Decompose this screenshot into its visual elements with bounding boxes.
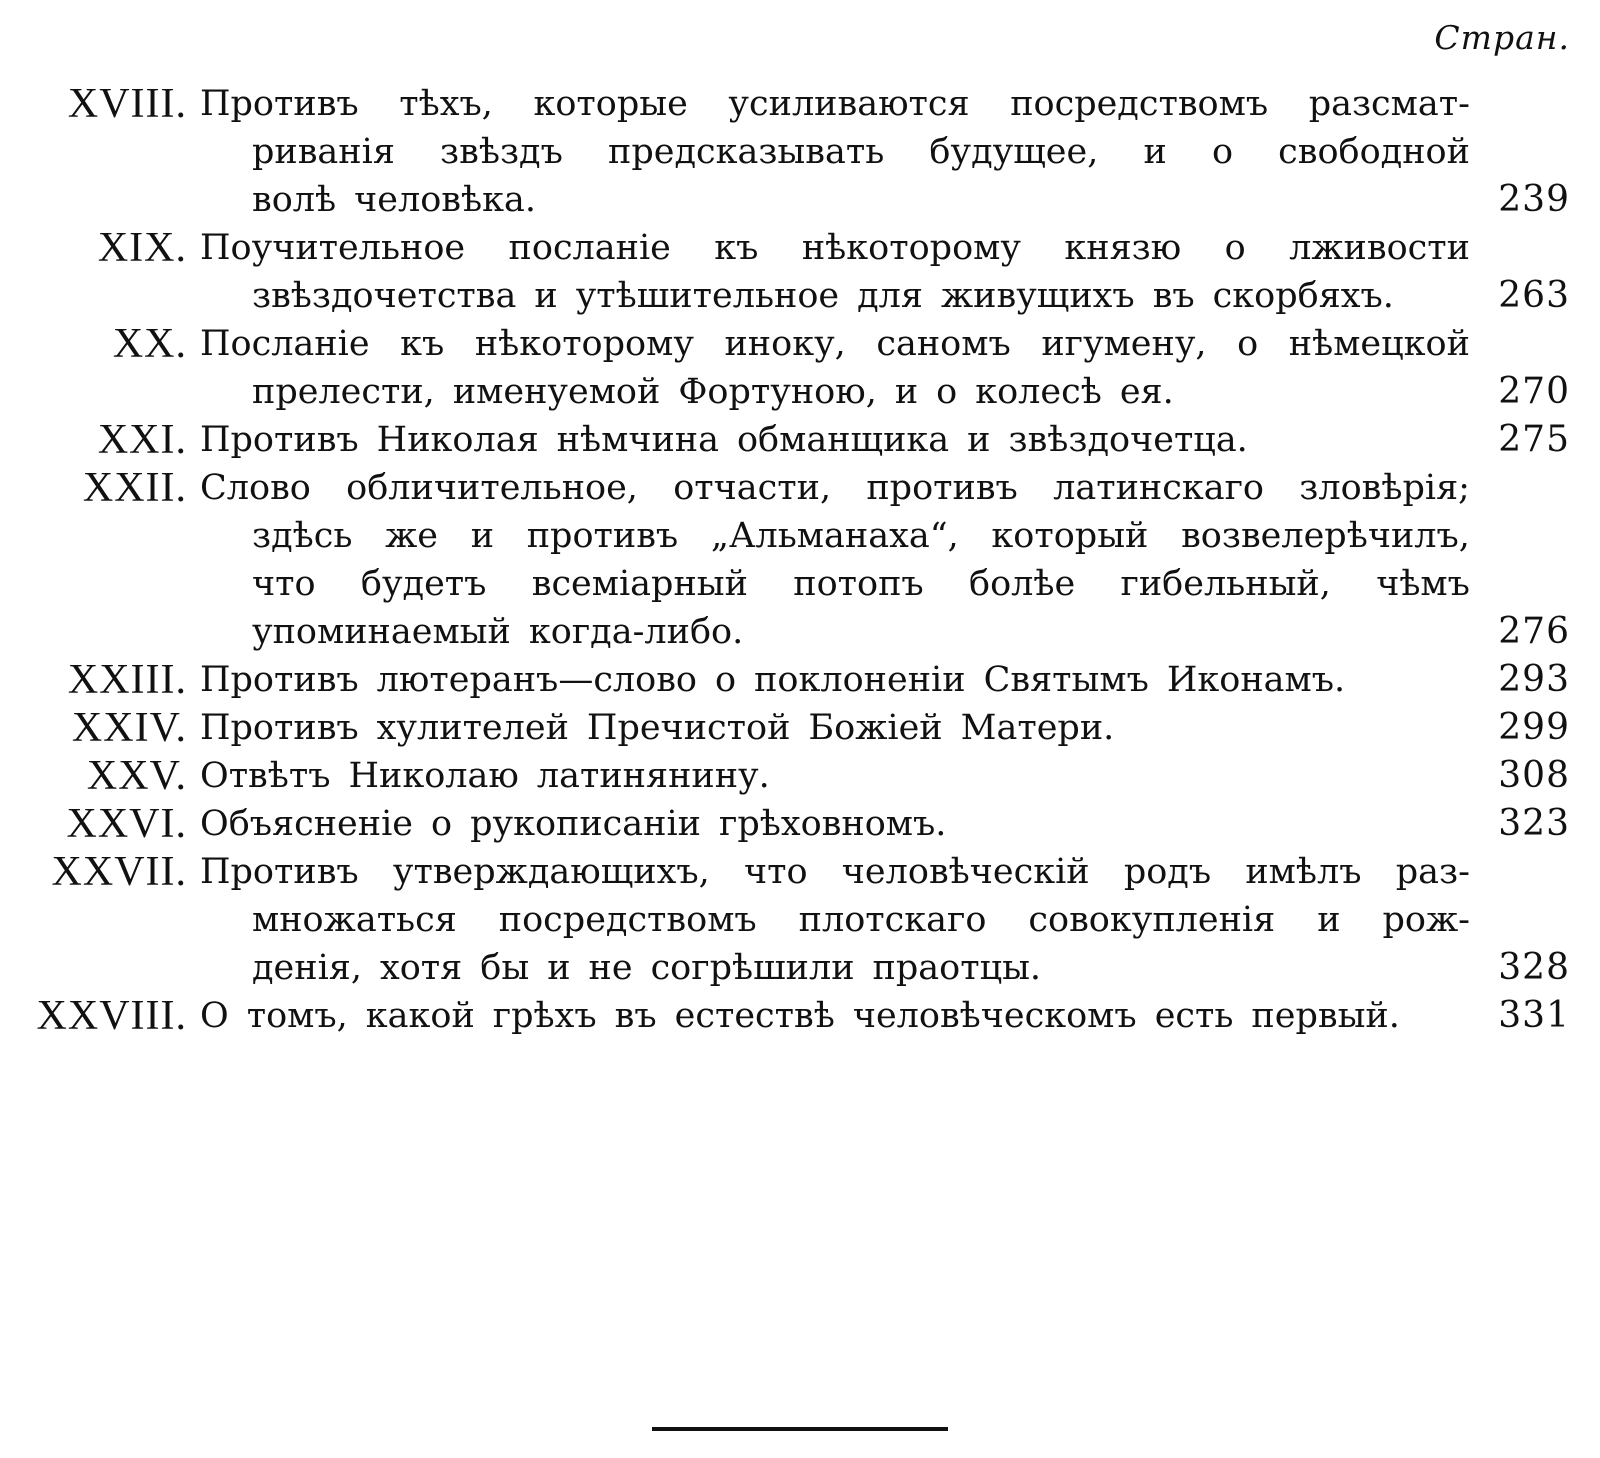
chapter-number: XXIII. xyxy=(67,657,187,703)
entry-title-line: Противъ утверждающихъ, что человѣческій родъ имѣлъ раз- xyxy=(200,852,1470,892)
toc-line xyxy=(0,656,1600,704)
toc-line xyxy=(0,224,1600,272)
toc-line xyxy=(0,512,1600,560)
entry-title-line: Слово обличительное, отчасти, противъ латинскаго зловѣрія; xyxy=(200,468,1470,508)
toc-line xyxy=(0,128,1600,176)
toc-line xyxy=(0,176,1600,224)
page-number: 299 xyxy=(1498,707,1570,748)
toc-line xyxy=(0,560,1600,608)
chapter-number: XXIV. xyxy=(71,705,187,751)
entry-title-line: риванія звѣздъ предсказывать будущее, и о свободной xyxy=(252,132,1470,172)
toc-line xyxy=(0,608,1600,656)
closing-rule xyxy=(652,1427,948,1431)
toc-entry xyxy=(0,80,1600,224)
toc-line xyxy=(0,464,1600,512)
toc-entry xyxy=(0,704,1600,752)
toc-entry xyxy=(0,992,1600,1040)
chapter-number: XVIII. xyxy=(67,81,187,127)
toc-line xyxy=(0,896,1600,944)
page-number: 293 xyxy=(1498,659,1570,700)
toc-line xyxy=(0,368,1600,416)
page-number: 263 xyxy=(1498,275,1570,316)
entry-title-line: Противъ лютеранъ—слово о поклоненіи Святымъ Иконамъ. xyxy=(200,660,1346,700)
table-of-contents xyxy=(0,80,1600,1040)
entry-title-line: О томъ, какой грѣхъ въ естествѣ человѣческомъ есть первый. xyxy=(200,996,1400,1036)
toc-line xyxy=(0,848,1600,896)
entry-title-line: денія, хотя бы и не согрѣшили праотцы. xyxy=(252,948,1042,988)
chapter-number: XX. xyxy=(112,321,187,367)
entry-title-line: звѣздочетства и утѣшительное для живущихъ въ скорбяхъ. xyxy=(252,276,1394,316)
entry-title-line: Объясненіе о рукописаніи грѣховномъ. xyxy=(200,804,947,844)
toc-line xyxy=(0,752,1600,800)
chapter-number: XIX. xyxy=(97,225,187,271)
toc-entry xyxy=(0,416,1600,464)
entry-title-line: Отвѣтъ Николаю латинянину. xyxy=(200,756,770,796)
toc-line xyxy=(0,80,1600,128)
entry-title-line: Противъ Николая нѣмчина обманщика и звѣздочетца. xyxy=(200,420,1248,460)
entry-title-line: упоминаемый когда-либо. xyxy=(252,612,744,652)
toc-entry xyxy=(0,800,1600,848)
chapter-number: XXI. xyxy=(97,417,187,463)
toc-line xyxy=(0,992,1600,1040)
entry-title-line: здѣсь же и противъ „Альманаха“, который возвелерѣчилъ, xyxy=(252,516,1470,556)
entry-title-line: прелести, именуемой Фортуною, и о колесѣ ея. xyxy=(252,372,1174,412)
entry-title-line: множаться посредствомъ плотскаго совокупленія и рож- xyxy=(252,900,1470,940)
toc-entry xyxy=(0,464,1600,656)
entry-title-line: Посланіе къ нѣкоторому иноку, саномъ игумену, о нѣмецкой xyxy=(200,324,1470,364)
toc-line xyxy=(0,704,1600,752)
page-number: 239 xyxy=(1498,179,1570,220)
chapter-number: XXII. xyxy=(82,465,187,511)
page-number: 328 xyxy=(1498,947,1570,988)
page-number: 275 xyxy=(1498,419,1570,460)
chapter-number: XXV. xyxy=(86,753,187,799)
toc-entry xyxy=(0,224,1600,320)
toc-entry xyxy=(0,320,1600,416)
toc-entry xyxy=(0,752,1600,800)
chapter-number: XXVII. xyxy=(51,849,187,895)
page-number: 276 xyxy=(1498,611,1570,652)
toc-line xyxy=(0,944,1600,992)
entry-title-line: что будетъ всеміарный потопъ болѣе гибельный, чѣмъ xyxy=(252,564,1470,604)
toc-line xyxy=(0,416,1600,464)
page-column-header: Стран. xyxy=(1434,18,1570,57)
entry-title-line: волѣ человѣка. xyxy=(252,180,536,220)
page-number: 308 xyxy=(1498,755,1570,796)
toc-line xyxy=(0,272,1600,320)
page-number: 331 xyxy=(1498,995,1570,1036)
entry-title-line: Противъ хулителей Пречистой Божіей Матери. xyxy=(200,708,1115,748)
toc-line xyxy=(0,800,1600,848)
toc-entry xyxy=(0,656,1600,704)
chapter-number: XXVIII. xyxy=(36,993,187,1039)
chapter-number: XXVI. xyxy=(66,801,187,847)
entry-title-line: Поучительное посланіе къ нѣкоторому князю о лживости xyxy=(200,228,1470,268)
page-number: 323 xyxy=(1498,803,1570,844)
page-number: 270 xyxy=(1498,371,1570,412)
entry-title-line: Противъ тѣхъ, которые усиливаются посредствомъ разсмат- xyxy=(200,84,1470,124)
toc-line xyxy=(0,320,1600,368)
toc-entry xyxy=(0,848,1600,992)
